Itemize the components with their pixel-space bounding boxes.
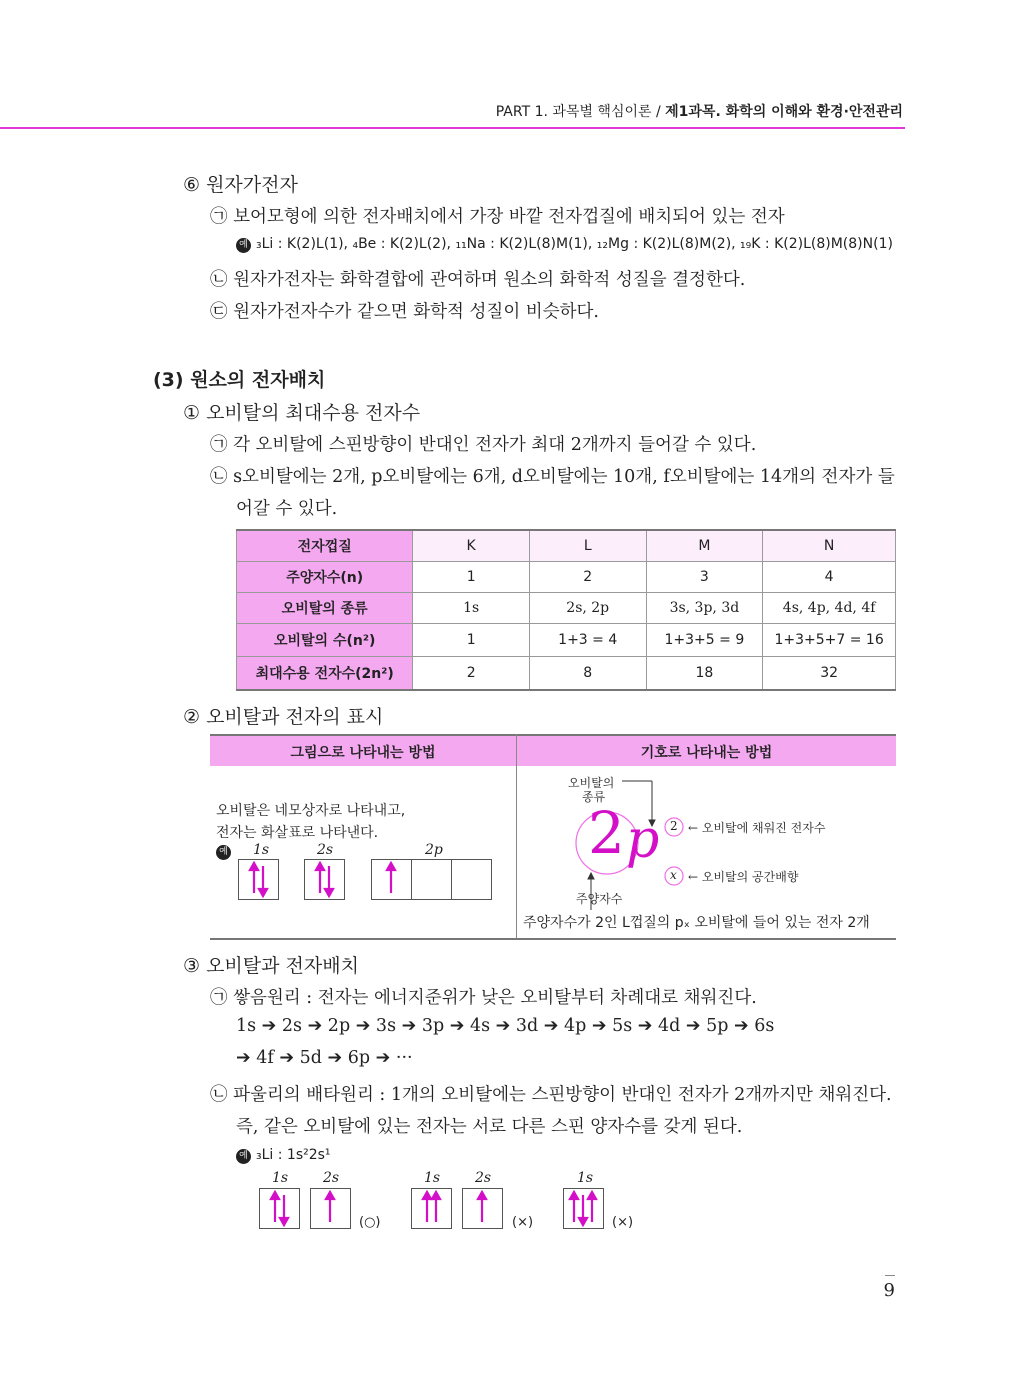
aufbau-sequence-1: 1s ➔ 2s ➔ 2p ➔ 3s ➔ 3p ➔ 4s ➔ 3d ➔ 4p ➔ 5s ➔ 4d ➔ 5p ➔ 6s [236, 1016, 775, 1036]
label-principal-quantum: 주양자수 [576, 892, 623, 906]
table-cell: 32 [763, 657, 896, 691]
table-cell: 1 [413, 562, 530, 593]
col-picture-method: 그림으로 나타내는 방법 [290, 745, 436, 761]
pauli-arrows [259, 1188, 609, 1229]
para-aufbau: ㉠ 쌓음원리 : 전자는 에너지준위가 낮은 오비탈부터 차례대로 채워진다. [210, 988, 757, 1008]
symbol-orbital-letter: p [626, 810, 660, 870]
example-valence-text: ₃Li : K(2)L(1), ₄Be : K(2)L(2), ₁₁Na : K(2)L(8)M(1), ₁₂Mg : K(2)L(8)M(2), ₁₉K : K(2)L(8)M(8)N(1) [256, 236, 893, 252]
aufbau-sequence-2: ➔ 4f ➔ 5d ➔ 6p ➔ ··· [236, 1048, 413, 1068]
table-cell: N [763, 530, 896, 562]
para-valence-b: ㉡ 원자가전자는 화학결합에 관여하며 원소의 화학적 성질을 결정한다. [210, 270, 746, 290]
table-row [237, 593, 896, 624]
electron-shell-table [236, 529, 896, 691]
table-row [237, 624, 896, 657]
section-heading-electron-config: (3) 원소의 전자배치 [153, 369, 326, 391]
para-valence-a: ㉠ 보어모형에 의한 전자배치에서 가장 바깥 전자껍질에 배치되어 있는 전자 [210, 207, 785, 227]
symbol-principal-number: 2 [588, 799, 625, 867]
example-li-text: ₃Li : 1s²2s¹ [256, 1147, 331, 1163]
table-cell: 1s [413, 593, 530, 624]
d2-label-1s: 1s [424, 1170, 441, 1186]
example-valence [236, 236, 893, 253]
table-cell: 8 [529, 657, 646, 691]
table-cell: 1+3 = 4 [529, 624, 646, 657]
table-cell: 오비탈의 수(n²) [237, 624, 413, 657]
d1-label-1s: 1s [272, 1170, 289, 1186]
desc-electron-count: ← 오비탈에 채워진 전자수 [688, 821, 826, 835]
table-cell: 4s, 4p, 4d, 4f [763, 593, 896, 624]
table-cell: K [413, 530, 530, 562]
d3-label-1s: 1s [577, 1170, 594, 1186]
header-subject: 제1과목. 화학의 이해와 환경·안전관리 [665, 104, 903, 120]
d2-wrong-mark: (×) [512, 1215, 534, 1230]
para-max-a: ㉠ 각 오비탈에 스핀방향이 반대인 전자가 최대 2개까지 들어갈 수 있다. [210, 435, 757, 455]
d3-wrong-mark: (×) [612, 1215, 634, 1230]
table-cell: 4 [763, 562, 896, 593]
para-pauli-1: ㉡ 파울리의 배타원리 : 1개의 오비탈에는 스핀방향이 반대인 전자가 2개까지만 채워진다. [210, 1085, 892, 1105]
table-cell: 전자껍질 [237, 530, 413, 562]
table-cell: 1 [413, 624, 530, 657]
symbol-caption: 주양자수가 2인 L껍질의 pₓ 오비탈에 들어 있는 전자 2개 [523, 915, 870, 931]
page-number-rule [885, 1275, 895, 1276]
table-cell: 1+3+5+7 = 16 [763, 624, 896, 657]
label-1s: 1s [253, 842, 270, 858]
heading-valence-electrons: ⑥ 원자가전자 [183, 174, 298, 196]
table-cell: M [646, 530, 763, 562]
header-rule [0, 127, 905, 129]
example-mark: 예 [216, 845, 231, 860]
table-cell: 주양자수(n) [237, 562, 413, 593]
orbital-arrows [238, 859, 538, 900]
column-divider [516, 734, 517, 938]
table-cell: 3 [646, 562, 763, 593]
table-cell: 3s, 3p, 3d [646, 593, 763, 624]
label-2p: 2p [425, 842, 443, 858]
picture-desc-line1: 오비탈은 네모상자로 나타내고, [216, 803, 406, 819]
example-li [236, 1147, 331, 1164]
table-cell: 2 [413, 657, 530, 691]
notation-panel [210, 734, 896, 940]
para-max-b1: ㉡ s오비탈에는 2개, p오비탈에는 6개, d오비탈에는 10개, f오비탈에는 14개의 전자가 들 [210, 467, 895, 487]
para-valence-c: ㉢ 원자가전자수가 같으면 화학적 성질이 비슷하다. [210, 302, 599, 322]
para-max-b2: 어갈 수 있다. [236, 499, 338, 519]
example-mark: 예 [236, 238, 251, 253]
table-row [237, 530, 896, 562]
table-cell: 1+3+5 = 9 [646, 624, 763, 657]
symbol-electron-count: 2 [670, 819, 678, 833]
running-header [496, 101, 903, 121]
d1-correct-mark: (○) [359, 1215, 381, 1230]
d1-label-2s: 2s [323, 1170, 340, 1186]
picture-desc-line2: 전자는 화살표로 나타낸다. [216, 825, 379, 841]
example-mark: 예 [236, 1149, 251, 1164]
table-cell: 2s, 2p [529, 593, 646, 624]
heading-max-electrons: ① 오비탈의 최대수용 전자수 [183, 402, 421, 424]
para-pauli-2: 즉, 같은 오비탈에 있는 전자는 서로 다른 스핀 양자수를 갖게 된다. [236, 1117, 743, 1137]
d2-label-2s: 2s [475, 1170, 492, 1186]
desc-orientation: ← 오비탈의 공간배향 [688, 870, 799, 884]
heading-orbital-notation: ② 오비탈과 전자의 표시 [183, 706, 384, 728]
page-number: 9 [883, 1280, 895, 1301]
header-part: PART 1. 과목별 핵심이론 / [495, 104, 666, 120]
symbol-orientation: x [670, 868, 677, 882]
table-cell: L [529, 530, 646, 562]
label-orbital-kind-2: 종류 [582, 790, 606, 804]
heading-orbital-config: ③ 오비탈과 전자배치 [183, 955, 359, 977]
label-orbital-kind-1: 오비탈의 [568, 776, 615, 790]
label-2s: 2s [317, 842, 334, 858]
table-cell: 오비탈의 종류 [237, 593, 413, 624]
table-row [237, 657, 896, 691]
table-cell: 최대수용 전자수(2n²) [237, 657, 413, 691]
table-row [237, 562, 896, 593]
table-cell: 2 [529, 562, 646, 593]
table-cell: 18 [646, 657, 763, 691]
col-symbol-method: 기호로 나타내는 방법 [640, 745, 773, 761]
